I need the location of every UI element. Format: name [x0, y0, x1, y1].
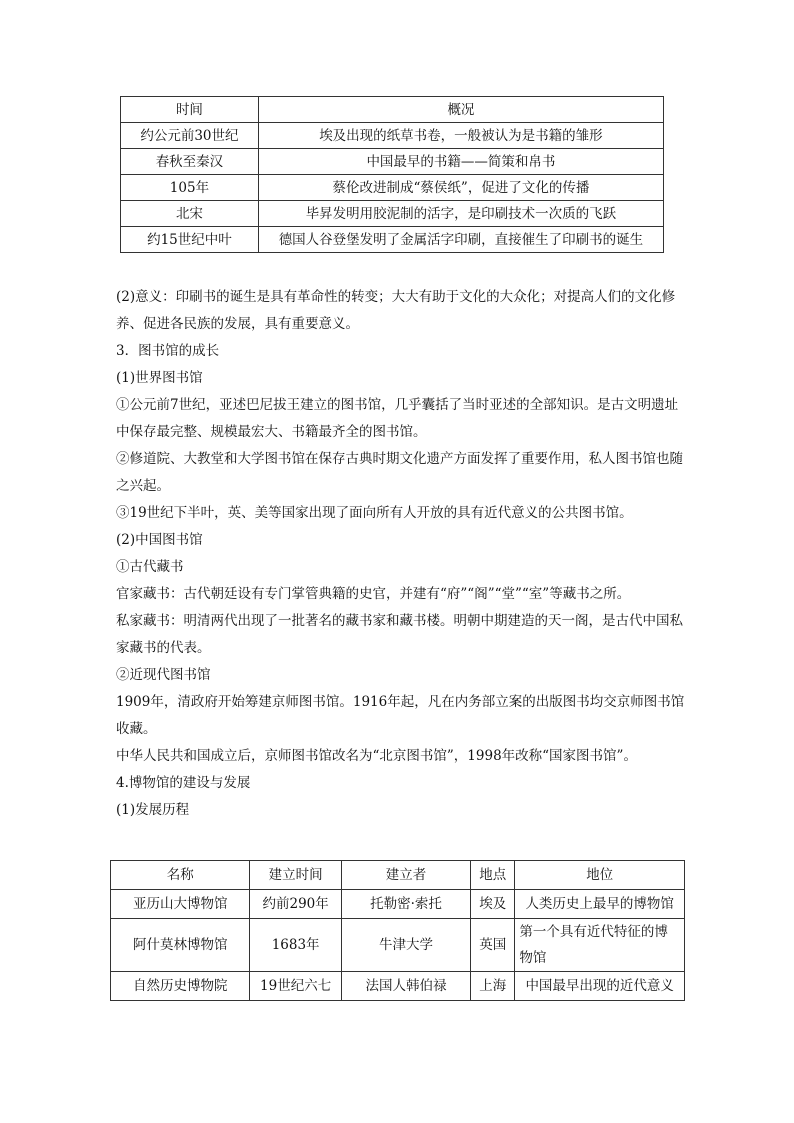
paragraph-national-library: 中华人民共和国成立后，京师图书馆改名为“北京图书馆”，1998年改称“国家图书馆”。 — [116, 748, 637, 764]
cell-overview: 毕昇发明用胶泥制的活字，是印刷技术一次质的飞跃 — [258, 201, 663, 227]
heading-museums: 4.博物馆的建设与发展 — [116, 775, 251, 791]
table-row — [121, 123, 664, 149]
table-row — [121, 175, 664, 201]
cell-time: 北宋 — [121, 201, 259, 227]
subheading-modern-libraries: ②近现代图书馆 — [116, 667, 211, 683]
cell-name: 阿什莫林博物馆 — [111, 919, 250, 972]
header-location: 地点 — [471, 861, 515, 890]
cell-founder: 托勒密·索托 — [341, 890, 470, 919]
heading-library-growth: 3．图书馆的成长 — [116, 343, 220, 359]
table-row — [121, 201, 664, 227]
history-of-books-table — [120, 96, 664, 253]
cell-time: 105年 — [121, 175, 259, 201]
header-status: 地位 — [515, 861, 685, 890]
cell-time: 约公元前30世纪 — [121, 123, 259, 149]
cell-status: 人类历史上最早的博物馆 — [515, 890, 685, 919]
cell-time: 约15世纪中叶 — [121, 227, 259, 253]
header-name: 名称 — [111, 861, 250, 890]
paragraph-official-collection: 官家藏书：古代朝廷设有专门掌管典籍的史官，并建有“府”“阁”“堂”“室”等藏书之所。 — [116, 586, 631, 602]
cell-name: 自然历史博物院 — [111, 972, 250, 1001]
paragraph-jingshi-library: 1909年，清政府开始筹建京师图书馆。1916年起，凡在内务部立案的出版图书均交京师图书馆收藏。 — [116, 694, 685, 737]
cell-location: 英国 — [471, 919, 515, 972]
cell-founder: 牛津大学 — [341, 919, 470, 972]
header-founded: 建立时间 — [250, 861, 341, 890]
paragraph-significance: (2)意义：印刷书的诞生是具有革命性的转变；大大有助于文化的大众化；对提高人们的文化修养、促进各民族的发展，具有重要意义。 — [116, 289, 676, 332]
table-row — [121, 227, 664, 253]
cell-name: 亚历山大博物馆 — [111, 890, 250, 919]
cell-overview: 中国最早的书籍——简策和帛书 — [258, 149, 663, 175]
subheading-world-libraries: (1)世界图书馆 — [116, 370, 203, 386]
cell-founded: 约前290年 — [250, 890, 341, 919]
paragraph-assyria: ①公元前7世纪，亚述巴尼拔王建立的图书馆，几乎囊括了当时亚述的全部知识。是古文明遗址中保存最完整、规模最宏大、书籍最齐全的图书馆。 — [116, 397, 679, 440]
table-header-row — [121, 97, 664, 123]
header-founder: 建立者 — [341, 861, 470, 890]
cell-location: 埃及 — [471, 890, 515, 919]
table-row — [111, 972, 685, 1001]
table-header-row — [111, 861, 685, 890]
table-row — [111, 919, 685, 972]
body-text — [116, 284, 686, 824]
cell-overview: 德国人谷登堡发明了金属活字印刷，直接催生了印刷书的诞生 — [258, 227, 663, 253]
paragraph-public-library: ③19世纪下半叶，英、美等国家出现了面向所有人开放的具有近代意义的公共图书馆。 — [116, 505, 633, 521]
subheading-ancient-collections: ①古代藏书 — [116, 559, 184, 575]
cell-overview: 蔡伦改进制成“蔡侯纸”，促进了文化的传播 — [258, 175, 663, 201]
subheading-chinese-libraries: (2)中国图书馆 — [116, 532, 203, 548]
cell-founded: 1683年 — [250, 919, 341, 972]
table-row — [111, 890, 685, 919]
header-overview: 概况 — [258, 97, 663, 123]
cell-founder: 法国人韩伯禄 — [341, 972, 470, 1001]
table-row — [121, 149, 664, 175]
paragraph-private-collection: 私家藏书：明清两代出现了一批著名的藏书家和藏书楼。明朝中期建造的天一阁，是古代中国私家藏书的代表。 — [116, 613, 683, 656]
cell-time: 春秋至秦汉 — [121, 149, 259, 175]
subheading-development: (1)发展历程 — [116, 802, 190, 818]
cell-status: 中国最早出现的近代意义 — [515, 972, 685, 1001]
cell-overview: 埃及出现的纸草书卷，一般被认为是书籍的雏形 — [258, 123, 663, 149]
cell-founded: 19世纪六七 — [250, 972, 341, 1001]
cell-location: 上海 — [471, 972, 515, 1001]
museums-table — [110, 860, 685, 1001]
paragraph-monastery: ②修道院、大教堂和大学图书馆在保存古典时期文化遗产方面发挥了重要作用，私人图书馆也随之兴起。 — [116, 451, 683, 494]
cell-status: 第一个具有近代特征的博物馆 — [515, 919, 685, 972]
header-time: 时间 — [121, 97, 259, 123]
